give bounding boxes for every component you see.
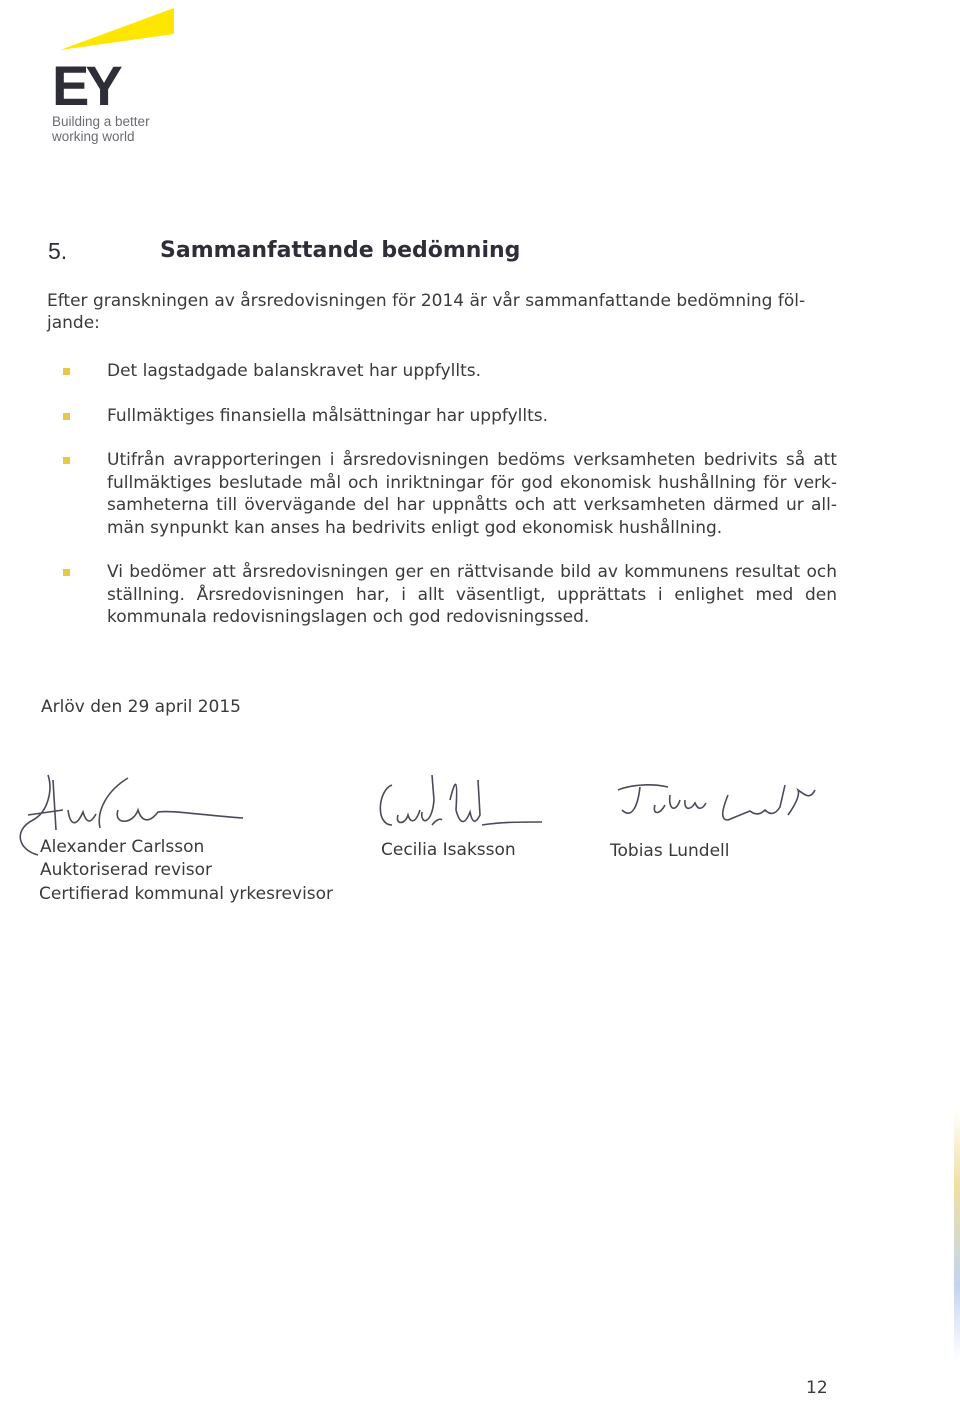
section-title: Sammanfattande bedömning	[160, 238, 521, 263]
intro-paragraph: Efter granskningen av årsredovisningen för 2014 är vår sammanfattande bedömning föl-jande:	[47, 291, 806, 333]
list-item	[63, 360, 853, 383]
signature-block-lundell	[600, 775, 840, 875]
signature-block-isaksson	[370, 770, 570, 870]
list-item	[63, 449, 853, 539]
list-item-text: Fullmäktiges finansiella målsättningar har uppfyllts.	[107, 405, 549, 426]
bullet-icon	[63, 457, 70, 464]
list-item	[63, 405, 853, 428]
list-item-text: Utifrån avrapporteringen i årsredovisningen bedöms verksamheten bedrivits så att fullmäktiges beslutade mål och inriktningar för god ekonomisk hushållning för verk-samheterna till övervägande del har uppnåtts och att verksamheten därmed ur all-män synpunkt kan anses ha bedrivits enligt god ekonomisk hushållning.	[107, 450, 837, 538]
logo-brand: EY	[52, 54, 119, 117]
scan-edge-artifact	[954, 1110, 960, 1360]
signatory-name: Alexander Carlsson	[40, 837, 205, 857]
logo-tagline-line1: Building a better	[52, 114, 150, 129]
list-item-text: Vi bedömer att årsredovisningen ger en rättvisande bild av kommunens resultat och ställning. Årsredovisningen har, i allt väsentligt, upprättats i enlighet med den kommunala redovisningslagen och god redovisningssed.	[107, 562, 837, 627]
bullet-icon	[63, 368, 70, 375]
list-item	[63, 561, 853, 629]
section-number: 5.	[48, 238, 68, 264]
bullet-icon	[63, 569, 70, 576]
page-number: 12	[806, 1378, 828, 1398]
assessment-list	[63, 360, 853, 651]
ey-logo	[52, 6, 177, 146]
logo-tagline	[52, 114, 182, 144]
signatory-name: Cecilia Isaksson	[381, 840, 516, 860]
handwritten-signature-lundell	[610, 775, 830, 830]
signature-block-carlsson	[8, 770, 368, 920]
list-item-text: Det lagstadgade balanskravet har uppfyllts.	[107, 361, 482, 381]
place-date: Arlöv den 29 april 2015	[41, 697, 241, 717]
logo-beam-icon	[52, 6, 177, 54]
signatory-name: Tobias Lundell	[610, 841, 730, 861]
bullet-icon	[63, 413, 70, 420]
logo-tagline-line2: working world	[52, 129, 135, 144]
handwritten-signature-isaksson	[370, 770, 550, 832]
signatory-title2: Certifierad kommunal yrkesrevisor	[39, 884, 334, 904]
signatory-title: Auktoriserad revisor	[40, 860, 213, 880]
